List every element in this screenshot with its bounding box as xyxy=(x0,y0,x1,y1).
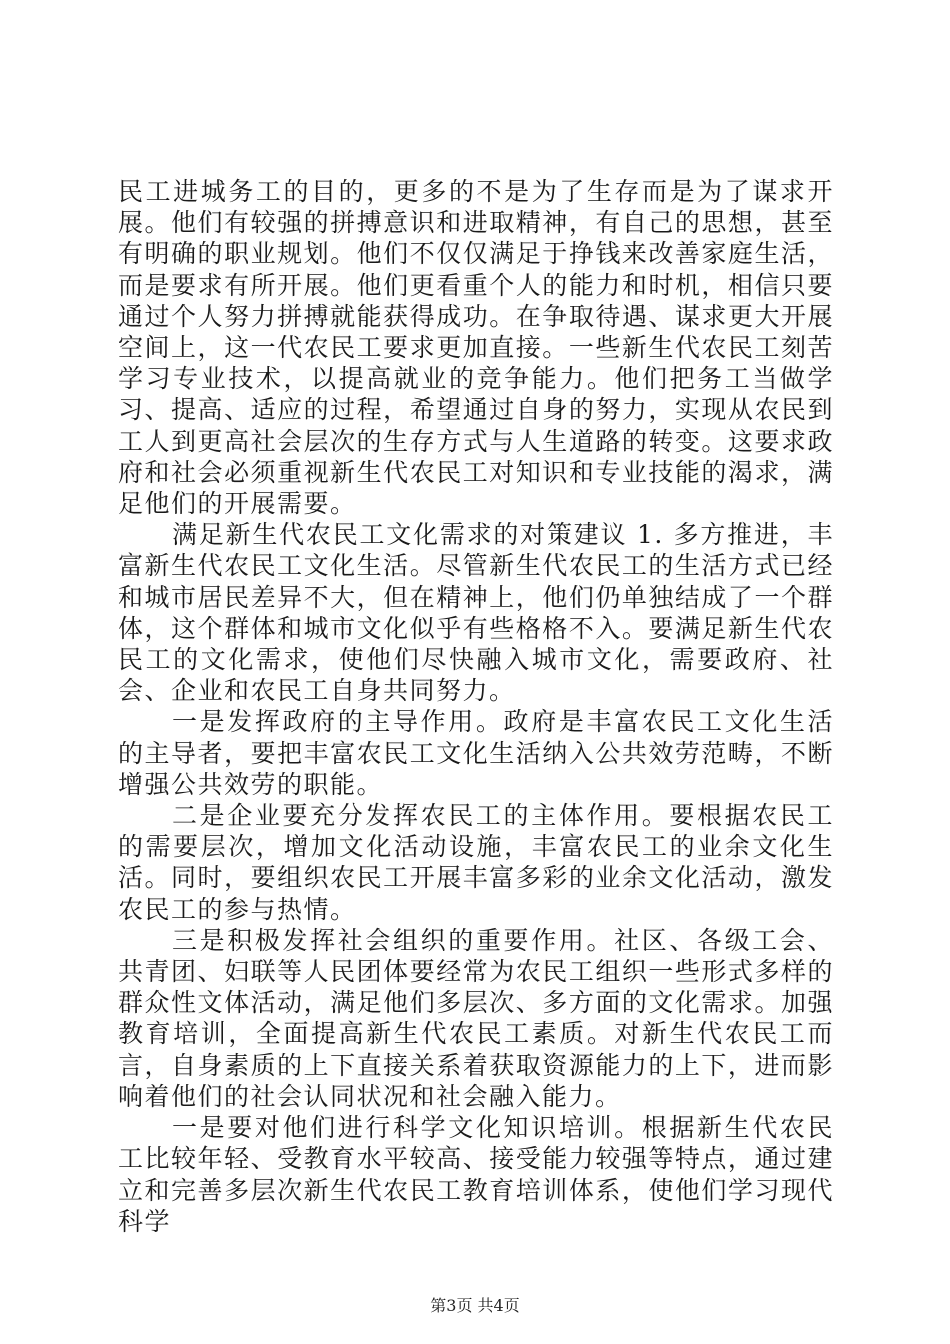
page-number-footer: 第3页 共4页 xyxy=(430,1296,520,1315)
document-body xyxy=(118,176,834,1237)
paragraph-continued: 民工进城务工的目的，更多的不是为了生存而是为了谋求开展。他们有较强的拼搏意识和进取精神，有自己的思想，甚至有明确的职业规划。他们不仅仅满足于挣钱来改善家庭生活，而是要求有所开展。他们更看重个人的能力和时机，相信只要通过个人努力拼搏就能获得成功。在争取待遇、谋求更大开展空间上，这一代农民工要求更加直接。一些新生代农民工刻苦学习专业技术，以提高就业的竞争能力。他们把务工当做学习、提高、适应的过程，希望通过自身的努力，实现从农民到工人到更高社会层次的生存方式与人生道路的转变。这要求政府和社会必须重视新生代农民工对知识和专业技能的渴求，满足他们的开展需要。 xyxy=(118,177,834,519)
paragraph-cultural-needs-suggestions: 满足新生代农民工文化需求的对策建议 1. 多方推进，丰富新生代农民工文化生活。尽管新生代农民工的生活方式已经和城市居民差异不大，但在精神上，他们仍单独结成了一个群体，这个群体和城市文化似乎有些格格不入。要满足新生代农民工的文化需求，使他们尽快融入城市文化，需要政府、社会、企业和农民工自身共同努力。 xyxy=(118,520,834,706)
paragraph-knowledge-training: 一是要对他们进行科学文化知识培训。根据新生代农民工比较年轻、受教育水平较高、接受能力较强等特点，通过建立和完善多层次新生代农民工教育培训体系，使他们学习现代科学 xyxy=(118,1113,834,1236)
paragraph-government-role: 一是发挥政府的主导作用。政府是丰富农民工文化生活的主导者，要把丰富农民工文化生活纳入公共效劳范畴，不断增强公共效劳的职能。 xyxy=(118,707,834,799)
paragraph-social-organization-role: 三是积极发挥社会组织的重要作用。社区、各级工会、共青团、妇联等人民团体要经常为农民工组织一些形式多样的群众性文体活动，满足他们多层次、多方面的文化需求。加强教育培训，全面提高新生代农民工素质。对新生代农民工而言，自身素质的上下直接关系着获取资源能力的上下，进而影响着他们的社会认同状况和社会融入能力。 xyxy=(118,925,834,1111)
paragraph-enterprise-role: 二是企业要充分发挥农民工的主体作用。要根据农民工的需要层次，增加文化活动设施，丰富农民工的业余文化生活。同时，要组织农民工开展丰富多彩的业余文化活动，激发农民工的参与热情。 xyxy=(118,801,834,924)
